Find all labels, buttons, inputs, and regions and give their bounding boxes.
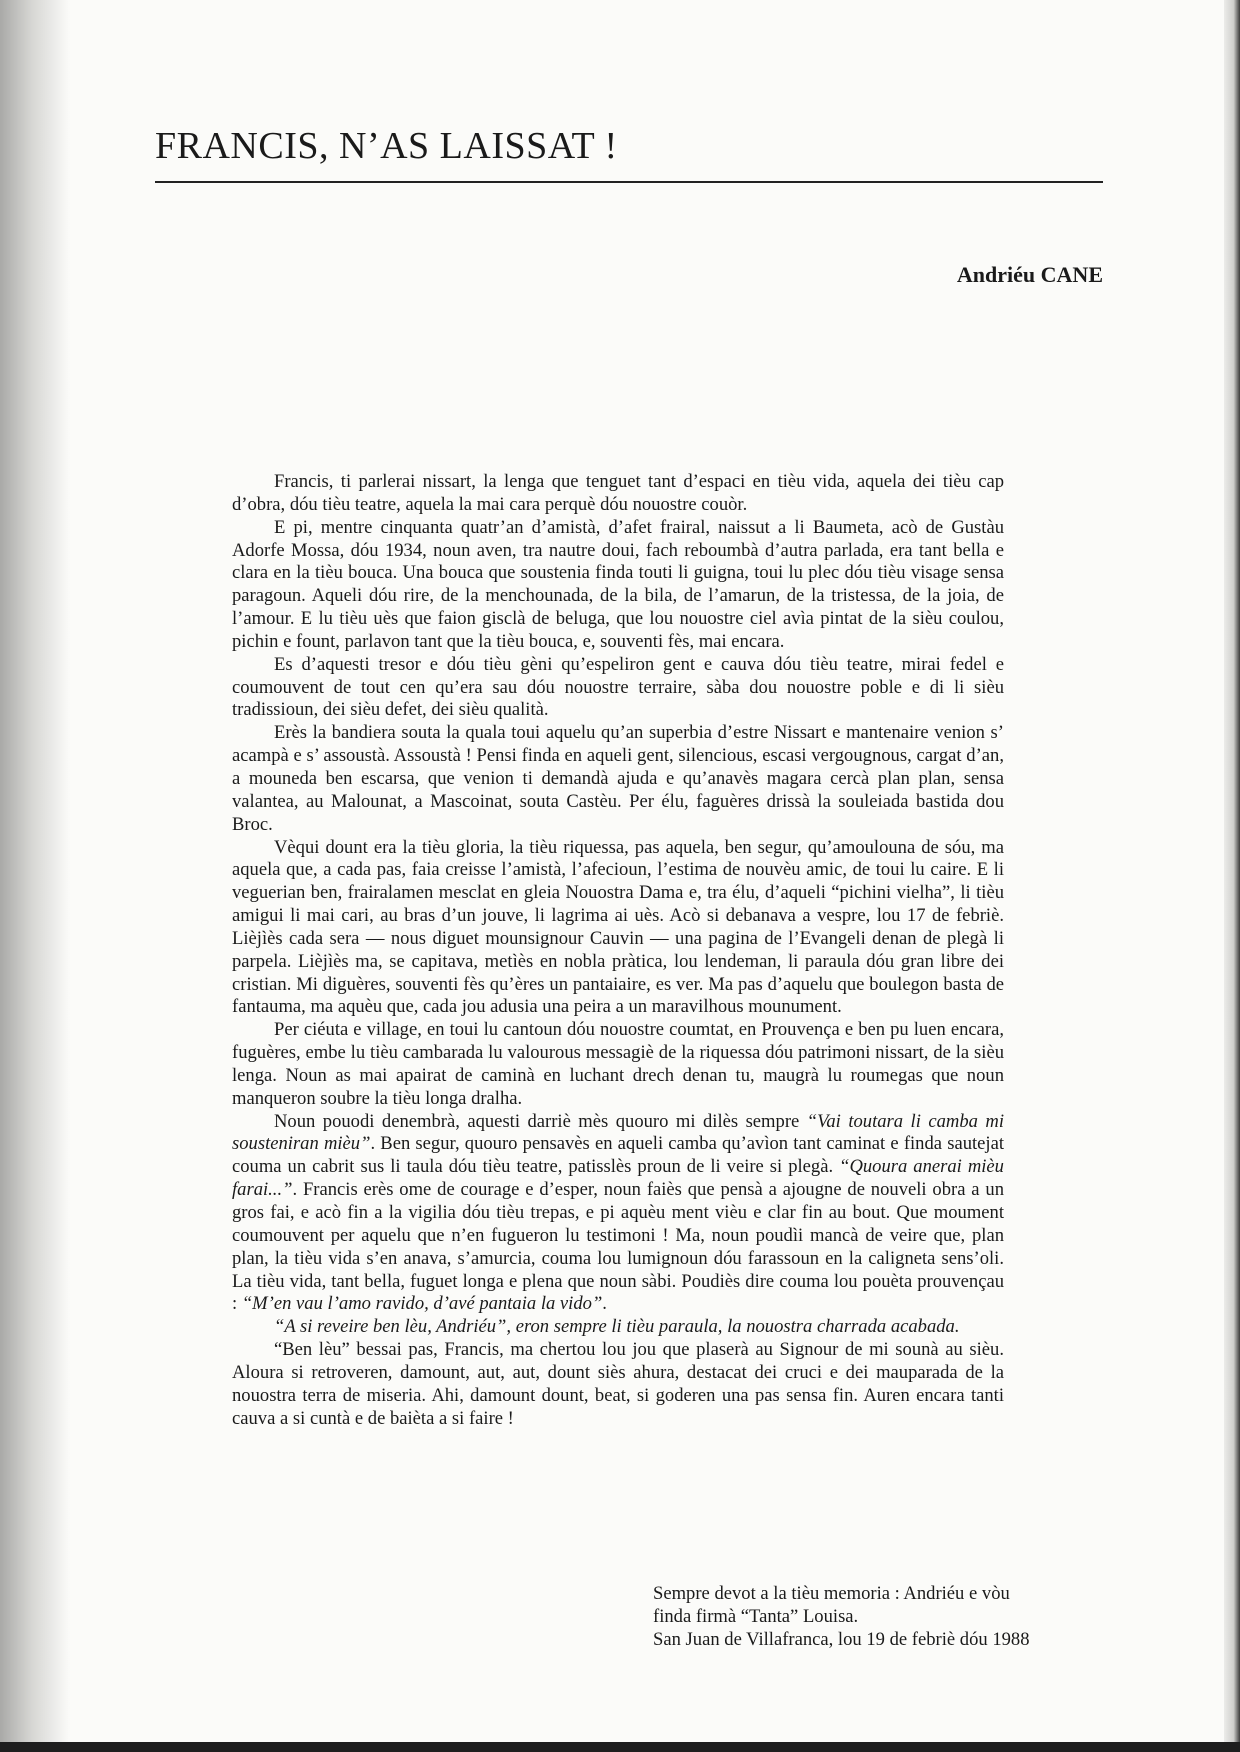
paragraph-text: . Francis erès ome de courage e d’esper, noun faiès que pensà a ajougne de nouveli obra a un gros fai, e acò fin a la vigilia dóu tièu trepas, e pi aquèu ment vièu e clar fin au bout. Que moument coumouvent per aquelu que n’en fugueron lu testimoni ! Ma, noun poudìi mancà de veire que, plan plan, la tièu vida s’en anava, s’amurcia, couma lou lumignoun dóu farassoun en la caligneta sens’oli. La tièu vida, tant bella, fuguet longa e plena que noun sàbi. Poudiès dire couma lou pouèta prouvençau : (232, 1179, 1004, 1315)
italic-quote: “Vai toutara li camba mi sousteniran mièu” (232, 1110, 1004, 1155)
paragraph-text: Vèqui dount era la tièu gloria, la tièu riquessa, pas aquela, ben segur, qu’amoulouna de sóu, ma aquela que, a cada pas, faia creisse l’amistà, l’afecioun, l’estima de nouvèu amic, de toui lu caire. E li veguerian ben, frairalamen mesclat en gleia Nouostra Dama e, tra élu, d’aqueli “pichini vielha”, li tièu amigui li mai cari, au bras d’un jouve, li lagrima ai uès. Acò si debanava a vespre, lou 17 de febriè. Lièjìès cada sera — nous diguet mounsignour Cauvin — una pagina de l’Evangeli denan de plegà li parpela. Lièjìès ma, se capitava, metìès en nobla pràtica, lou lendeman, li paraula dóu gran libre dei cristian. Mi diguères, souventi fès qu’ères un pantaiaire, es ver. Ma pas d’aquelu que boulegon basta de fantauma, ma aquèu que, cada jou adusia una peira a un maravilhous mounument. (232, 836, 1004, 1018)
closing-line-dedication: Sempre devot a la tièu memoria : Andriéu e vòu (653, 1583, 1010, 1604)
paragraph-text: E pi, mentre cinquanta quatr’an d’amistà, d’afet frairal, naissut a li Baumeta, acò de Gustàu Adorfe Mossa, dóu 1934, noun aven, tra nautre doui, fach reboumbà d’autra parlada, era tant bella e clara en la tièu bouca. Una bouca que soustenia finda touti li guigna, toui lu plec dóu tièu visage sensa paragoun. Aqueli dóu rire, de la menchounada, de la bila, de l’amarun, de la tristessa, de la joia, de l’amour. E lu tièu uès que faion gisclà de beluga, que lou nouostre ciel avìa pintat de la sièu coulou, pichin e fount, parlavon tant que la tièu bouca, e, souventi fès, mai encara. (232, 516, 1004, 652)
paragraph-text: . Ben segur, quouro pensavès en aqueli camba qu’avìon tant caminat e finda sautejat couma un cabrit sus li taula dóu tièu teatre, patisslès proun de li veire si plegà. (232, 1133, 1004, 1178)
body-paragraph (232, 837, 1004, 1020)
binding-gutter-shadow (0, 0, 70, 1752)
body-paragraph (232, 722, 1004, 836)
page-bottom-edge (0, 1742, 1240, 1752)
body-paragraph (232, 471, 1004, 517)
closing-line-place-date: San Juan de Villafranca, lou 19 de febriè dóu 1988 (653, 1629, 1030, 1650)
italic-quote: “Quoura anerai mièu farai...” (232, 1156, 1004, 1201)
paragraph-text: Noun pouodi denembrà, aquesti darriè mès quouro mi dilès sempre (274, 1110, 807, 1132)
body-paragraph (232, 1339, 1004, 1430)
article-author: Andriéu CANE (956, 262, 1103, 287)
paragraph-text: . (602, 1293, 607, 1315)
closing-signature (653, 1582, 1113, 1651)
body-paragraph (232, 517, 1004, 654)
article-body (232, 471, 1004, 1430)
body-paragraph (232, 654, 1004, 723)
italic-quote: “A si reveire ben lèu, Andriéu”, eron sempre li tièu paraula, la nouostra charrada acabada. (274, 1316, 960, 1338)
paragraph-text: Es d’aquesti tresor e dóu tièu gèni qu’espeliron gent e cauva dóu tièu teatre, mirai fedel e coumouvent de tout cen qu’era sau dóu nouostre terraire, sàba dou nouostre poble e di li sièu tradissioun, dei sièu defet, dei sièu qualità. (232, 653, 1004, 721)
paragraph-text: Per ciéuta e village, en toui lu cantoun dóu nouostre coumtat, en Prouvença e ben pu luen encara, fuguères, embe lu tièu cambarada lu valourous messagiè de la riquessa dóu patrimoni nissart, de la sièu lenga. Noun as mai apairat de caminà en luchant drech denan tu, maugrà lu roumegas que noun manqueron soubre la tièu longa dralha. (232, 1019, 1004, 1109)
body-paragraph (232, 1111, 1004, 1317)
body-paragraph (232, 1316, 1004, 1339)
closing-line-signature: finda firmà “Tanta” Louisa. (653, 1606, 859, 1627)
paragraph-text: “Ben lèu” bessai pas, Francis, ma chertou lou jou que plaserà au Signour de mi sounà au sièu. Aloura si retroveren, damount, aut, aut, dount siès ahura, destacat dei cruci e dei mauparada de la nouostra terra de miseria. Ahi, damount dount, beat, si goderen una pas sensa fin. Auren encara tanti cauva a si cuntà e de baièta a si faire ! (232, 1339, 1004, 1429)
paragraph-text: Erès la bandiera souta la quala toui aquelu qu’an superbia d’estre Nissart e mantenaire venion s’ acampà e s’ assoustà. Assoustà ! Pensi finda en aqueli gent, silencious, escasi vergougnous, cargat d’an, a mouneda ben escarsa, que venion ti demandà ajuda e qu’anavès magara cercà plan plan, sensa valantea, au Malounat, a Mascoinat, souta Castèu. Per élu, faguères drissà la souleiada bastida dou Broc. (232, 722, 1004, 835)
body-paragraph (232, 1019, 1004, 1110)
page-right-edge (1224, 0, 1240, 1752)
italic-quote: “M’en vau l’amo ravido, d’avé pantaia la vido” (241, 1293, 603, 1315)
title-underline (155, 181, 1103, 183)
article-title: FRANCIS, N’AS LAISSAT ! (155, 125, 618, 167)
paragraph-text: Francis, ti parlerai nissart, la lenga que tenguet tant d’espaci en tièu vida, aquela dei tièu cap d’obra, dóu tièu teatre, aquela la mai cara perquè dóu nouostre couòr. (232, 471, 1004, 515)
